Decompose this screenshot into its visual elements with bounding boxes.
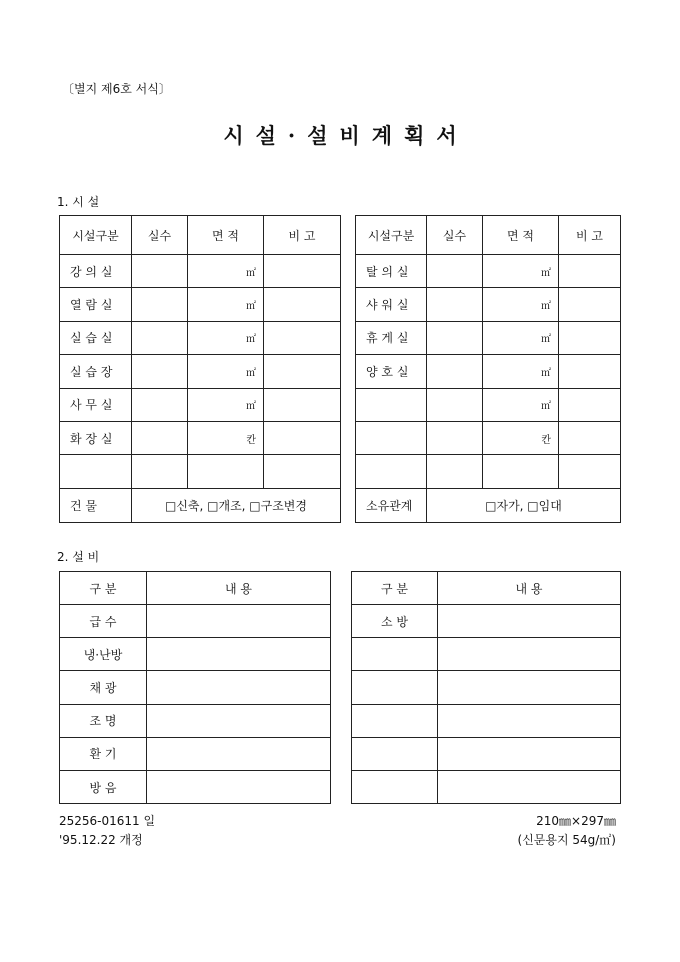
content-cell [438,704,621,737]
table-row [60,321,341,354]
area-cell: ㎡ [188,388,264,421]
content-cell [438,770,621,803]
remarks-cell [264,455,341,488]
equipment-category: 환 기 [60,737,147,770]
document-title: 시설·설비계획서 [223,123,469,148]
column-header: 면 적 [483,216,559,255]
equipment-category [352,671,438,704]
content-cell [147,605,331,638]
column-header: 구 분 [352,572,438,605]
area-cell: ㎡ [483,388,559,421]
area-cell: ㎡ [188,288,264,321]
equipment-table-left [59,571,331,804]
table-row [60,704,331,737]
facility-name [60,455,132,488]
paper-size: 210㎜×297㎜ [536,814,616,828]
equipment-category: 조 명 [60,704,147,737]
table-row [60,388,341,421]
area-cell: ㎡ [483,355,559,388]
facilities-table-right [355,215,621,523]
room-count-cell [132,388,188,421]
form-code: 25256-01611 일 [59,814,156,828]
building-label: 건 물 [60,488,132,522]
ownership-options: □자가, □임대 [427,488,621,522]
room-count-cell [427,388,483,421]
content-cell [147,737,331,770]
area-cell [188,455,264,488]
table-row [352,704,621,737]
room-count-cell [132,288,188,321]
table-row [60,421,341,454]
table-row [352,671,621,704]
equipment-table-right [351,571,621,804]
table-row [60,255,341,288]
room-count-cell [132,255,188,288]
content-cell [147,704,331,737]
facility-name [356,455,427,488]
facility-name [356,388,427,421]
table-row [60,288,341,321]
facility-name: 탈 의 실 [356,255,427,288]
room-count-cell [427,455,483,488]
table-row [356,288,621,321]
content-cell [147,671,331,704]
building-row [60,488,341,522]
ownership-label: 소유관계 [356,488,427,522]
table-row [352,605,621,638]
remarks-cell [264,321,341,354]
equipment-category [352,737,438,770]
table-row [60,638,331,671]
table-row [356,355,621,388]
ownership-row [356,488,621,522]
room-count-cell [132,455,188,488]
content-cell [438,638,621,671]
area-cell: ㎡ [188,355,264,388]
form-label: 〔별지 제6호 서식〕 [62,82,171,96]
column-header: 비 고 [559,216,621,255]
content-cell [147,770,331,803]
table-row [352,737,621,770]
section-2-heading: 2. 설 비 [57,550,100,564]
remarks-cell [559,288,621,321]
header-row [356,216,621,255]
table-row [356,255,621,288]
facility-name [356,421,427,454]
equipment-category [352,638,438,671]
facility-name: 화 장 실 [60,421,132,454]
content-cell [438,737,621,770]
equipment-category: 급 수 [60,605,147,638]
section-1-heading: 1. 시 설 [57,195,100,209]
header-row [352,572,621,605]
table-row [60,671,331,704]
room-count-cell [427,355,483,388]
revision-date: '95.12.22 개정 [59,833,143,847]
facility-name: 샤 워 실 [356,288,427,321]
equipment-category: 방 음 [60,770,147,803]
room-count-cell [427,255,483,288]
remarks-cell [264,288,341,321]
area-cell: ㎡ [483,288,559,321]
content-cell [147,638,331,671]
remarks-cell [559,321,621,354]
area-cell: ㎡ [188,321,264,354]
area-cell: 칸 [483,421,559,454]
area-cell: 칸 [188,421,264,454]
area-cell: ㎡ [483,255,559,288]
column-header: 비 고 [264,216,341,255]
remarks-cell [559,421,621,454]
facility-name: 양 호 실 [356,355,427,388]
equipment-category: 소 방 [352,605,438,638]
paper-type: (신문용지 54g/㎡) [517,833,616,847]
header-row [60,572,331,605]
equipment-category [352,770,438,803]
room-count-cell [132,355,188,388]
building-options: □신축, □개조, □구조변경 [132,488,341,522]
table-row [352,638,621,671]
column-header: 시설구분 [356,216,427,255]
table-row [356,321,621,354]
facility-name: 열 람 실 [60,288,132,321]
facility-name: 실 습 장 [60,355,132,388]
column-header: 실수 [132,216,188,255]
column-header: 구 분 [60,572,147,605]
column-header: 실수 [427,216,483,255]
table-row [356,388,621,421]
remarks-cell [559,355,621,388]
equipment-category: 채 광 [60,671,147,704]
column-header: 내 용 [438,572,621,605]
table-row [60,455,341,488]
remarks-cell [264,388,341,421]
table-row [356,421,621,454]
table-row [60,605,331,638]
remarks-cell [559,388,621,421]
table-row [352,770,621,803]
column-header: 내 용 [147,572,331,605]
table-row [60,770,331,803]
table-row [60,355,341,388]
facility-name: 실 습 실 [60,321,132,354]
equipment-category [352,704,438,737]
table-row [60,737,331,770]
remarks-cell [559,455,621,488]
room-count-cell [132,321,188,354]
room-count-cell [427,421,483,454]
facilities-table-left [59,215,341,523]
remarks-cell [264,355,341,388]
equipment-category: 냉·난방 [60,638,147,671]
remarks-cell [264,255,341,288]
facility-name: 강 의 실 [60,255,132,288]
remarks-cell [264,421,341,454]
remarks-cell [559,255,621,288]
room-count-cell [427,321,483,354]
facility-name: 휴 게 실 [356,321,427,354]
content-cell [438,605,621,638]
room-count-cell [132,421,188,454]
facility-name: 사 무 실 [60,388,132,421]
column-header: 면 적 [188,216,264,255]
header-row [60,216,341,255]
column-header: 시설구분 [60,216,132,255]
area-cell: ㎡ [188,255,264,288]
area-cell [483,455,559,488]
content-cell [438,671,621,704]
table-row [356,455,621,488]
area-cell: ㎡ [483,321,559,354]
room-count-cell [427,288,483,321]
